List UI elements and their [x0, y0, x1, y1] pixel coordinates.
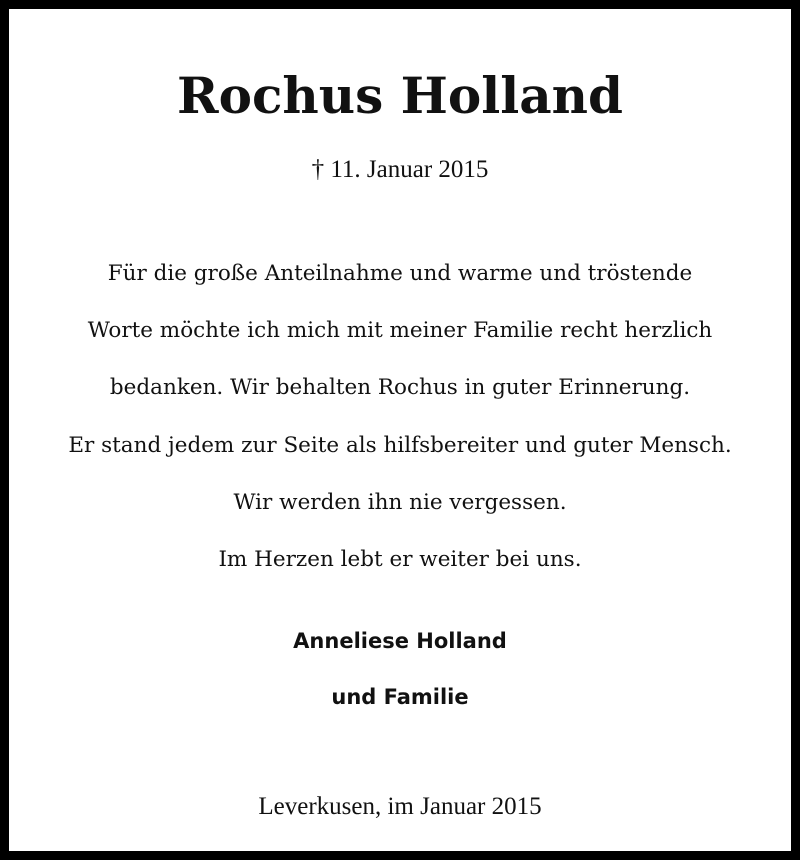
text-line: Wir werden ihn nie vergessen. [233, 489, 567, 515]
text-line: Für die große Anteilnahme und warme und tröstende [107, 261, 693, 286]
text-line: bedanken. Wir behalten Rochus in guter Erinnerung. [109, 375, 691, 401]
text-line: Im Herzen lebt er weiter bei uns. [218, 546, 582, 572]
signature-family: und Familie [331, 685, 469, 709]
text-line: Worte möchte ich mich mit meiner Familie recht herzlich [87, 318, 713, 344]
place-and-date: Leverkusen, im Januar 2015 [258, 793, 542, 820]
deceased-name: Rochus Holland [177, 66, 623, 125]
text-line: Er stand jedem zur Seite als hilfsbereiter und guter Mensch. [68, 432, 732, 458]
death-date: † 11. Januar 2015 [311, 156, 489, 183]
thank-you-text [29, 254, 771, 597]
signature-name: Anneliese Holland [293, 629, 507, 653]
